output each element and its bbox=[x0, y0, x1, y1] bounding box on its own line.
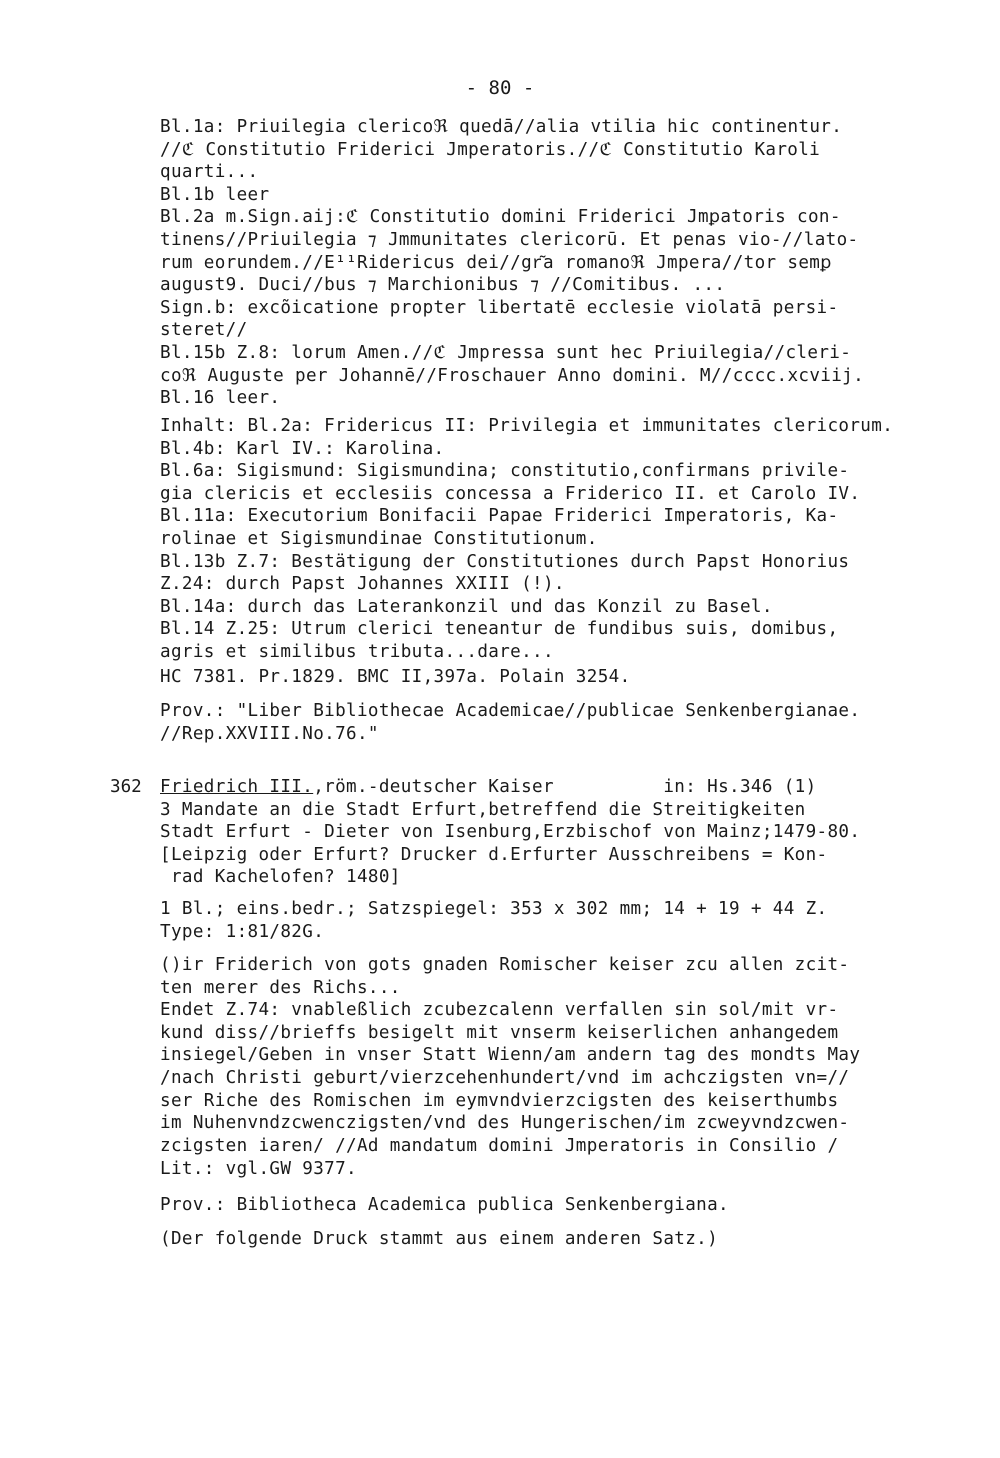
entry-361-provenance bbox=[160, 700, 930, 745]
text-line: rolinae et Sigismundinae Constitutionum. bbox=[160, 528, 598, 549]
text-line: Bl.1b leer bbox=[160, 184, 270, 205]
text-line: zcigsten iaren/ //Ad mandatum domini Jmperatoris in Consilio / bbox=[160, 1135, 839, 1156]
text-line: rum eorundem.//E¹¹Ridericus dei//gr͂a romanoℜ Jmpera//tor semꝑ bbox=[160, 252, 832, 273]
text-line: quarti... bbox=[160, 162, 259, 183]
text-line: HC 7381. Pr.1829. BMC II,397a. Polain 3254. bbox=[160, 667, 631, 687]
entry-362-text bbox=[160, 954, 930, 1157]
text-line: Lit.: vgl.GW 9377. bbox=[160, 1159, 357, 1179]
text-line: Endet Z.74: vnableßlich zcubezcalenn verfallen sin sol/mit vr- bbox=[160, 1000, 839, 1021]
entry-361-references bbox=[160, 666, 930, 689]
page-number: - 80 - bbox=[465, 77, 535, 99]
text-line: ()ir Friderich von gots gnaden Romischer keiser zcu allen zcit- bbox=[160, 955, 850, 975]
text-line: [Leipzig oder Erfurt? Drucker d.Erfurter Ausschreibens = Kon- bbox=[160, 844, 828, 865]
text-line: Type: 1:81/82G. bbox=[160, 921, 325, 942]
text-line: Bl.14 Z.25: Utrum clerici teneantur de fundibus suis, domibus, bbox=[160, 619, 839, 640]
text-line: 3 Mandate an die Stadt Erfurt,betreffend die Streitigkeiten bbox=[160, 799, 806, 820]
text-line: 1 Bl.; eins.bedr.; Satzspiegel: 353 x 302 mm; 14 + 19 + 44 Z. bbox=[160, 899, 828, 919]
author-name: Friedrich III. bbox=[160, 777, 314, 797]
heading-line bbox=[160, 776, 930, 799]
text-line: rad Kachelofen? 1480] bbox=[160, 867, 401, 888]
text-line: Bl.14a: durch das Laterankonzil und das Konzil zu Basel. bbox=[160, 596, 773, 617]
text-line: coℜ Auguste per Johannē//Froschauer Anno domini. M//cccc.xcviij. bbox=[160, 365, 865, 386]
text-line: /nach Christi geburt/vierzcehenhundert/vnd im achczigsten vn=// bbox=[160, 1067, 850, 1088]
text-line: Bl.15b Z.8: lorum Amen.//ℭ Jmpressa sunt hec Priuilegia//cleri- bbox=[160, 342, 852, 363]
text-line: Bl.11a: Executorium Bonifacii Papae Friderici Imperatoris, Ka- bbox=[160, 506, 839, 527]
text-line: //ℭ Constitutio Friderici Jmperatoris.//ℭ Constitutio Karoli bbox=[160, 139, 821, 160]
text-line: tinens//Priuilegia ⁊ Jmmunitates clericorū. Et penas vio-//lato- bbox=[160, 229, 859, 250]
heading-rest: ,röm.-deutscher Kaiser in: Hs.346 (1) bbox=[313, 777, 817, 797]
text-line: Inhalt: Bl.2a: Fridericus II: Privilegia et immunitates clericorum. bbox=[160, 416, 894, 436]
text-line: Bl.1a: Priuilegia clericoℜ quedā//alia vtilia hic continentur. bbox=[160, 117, 843, 137]
text-line: (Der folgende Druck stammt aus einem anderen Satz.) bbox=[160, 1229, 719, 1249]
text-line: Bl.4b: Karl IV.: Karolina. bbox=[160, 438, 445, 459]
text-line: Stadt Erfurt - Dieter von Isenburg,Erzbischof von Mainz;1479-80. bbox=[160, 822, 861, 843]
text-line: ser Riche des Romischen im eymvndvierzcigsten des keiserthumbs bbox=[160, 1090, 839, 1111]
entry-361-description bbox=[160, 116, 930, 410]
entry-number: 362 bbox=[110, 777, 142, 797]
text-line: //Rep.XXVIII.No.76." bbox=[160, 723, 379, 744]
text-line: Bl.13b Z.7: Bestätigung der Constitutiones durch Papst Honorius bbox=[160, 551, 850, 572]
text-line: Bl.6a: Sigismund: Sigismundina; constitutio,confirmans privile- bbox=[160, 461, 850, 482]
text-line: Bl.2a m.Sign.aij:ℭ Constitutio domini Friderici Jmꝑatoris con- bbox=[160, 207, 841, 228]
text-line: gia clericis et ecclesiis concessa a Friderico II. et Carolo IV. bbox=[160, 483, 861, 504]
text-line: Z.24: durch Papst Johannes XXIII (!). bbox=[160, 574, 565, 595]
text-line: Prov.: Bibliotheca Academica publica Senkenbergiana. bbox=[160, 1195, 730, 1215]
text-line: Prov.: "Liber Bibliothecae Academicae//publicae Senkenbergianae. bbox=[160, 701, 861, 721]
text-line: agris et similibus tributa...dare... bbox=[160, 641, 554, 662]
entry-362-heading bbox=[160, 776, 930, 889]
entry-362-format bbox=[160, 898, 930, 943]
entry-362-note bbox=[160, 1228, 930, 1251]
text-line: im Nuhenvndzcwenczigsten/vnd des Hungerischen/im zcweyvndzcwen- bbox=[160, 1113, 850, 1134]
text-line: Bl.16 leer. bbox=[160, 388, 281, 409]
text-line: ten merer des Richs... bbox=[160, 977, 401, 998]
entry-361-contents bbox=[160, 415, 930, 664]
text-line: steret// bbox=[160, 320, 248, 341]
text-line: Sign.b: excõicatione propter libertatē ecclesie violatā persi- bbox=[160, 297, 839, 318]
entry-362-provenance bbox=[160, 1194, 930, 1217]
text-line: kund diss//brieffs besigelt mit vnserm keiserlichen anhangedem bbox=[160, 1022, 839, 1043]
text-line: august9. Duci//bus ⁊ Marchionibus ⁊ //Comitibus. ... bbox=[160, 275, 726, 296]
entry-362-literature bbox=[160, 1158, 930, 1181]
text-line: insiegel/Geben in vnser Statt Wienn/am andern tag des mondts May bbox=[160, 1045, 861, 1066]
